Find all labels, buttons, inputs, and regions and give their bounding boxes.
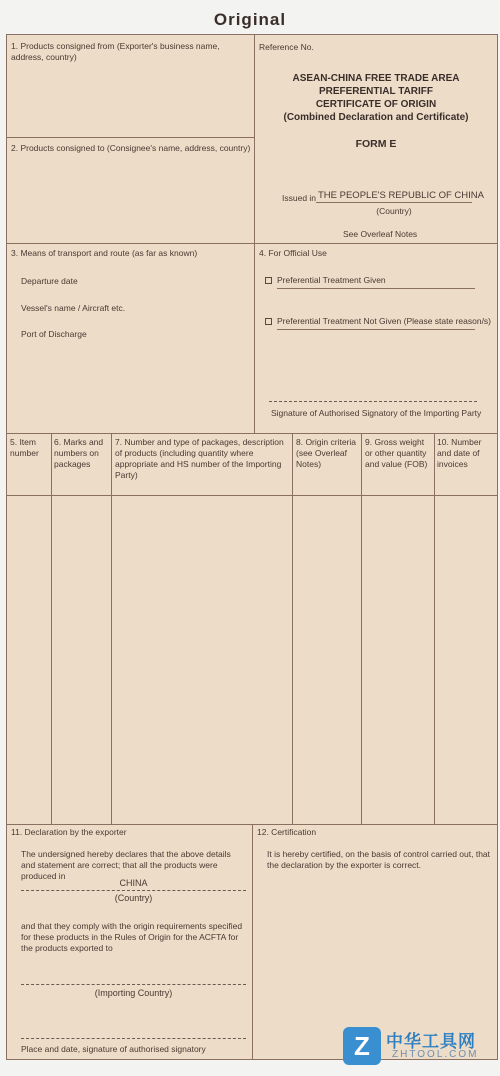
column-header-item-number: 5. Item number	[10, 437, 39, 458]
treatment-given-label: Preferential Treatment Given	[277, 275, 386, 285]
importing-signature-label: Signature of Authorised Signatory of the Importing Party	[271, 408, 482, 418]
declaration-country-line	[21, 890, 246, 891]
form-e-title: FORM E	[355, 138, 397, 150]
watermark-chinese: 中华工具网	[386, 1032, 476, 1051]
vessel-name-label: Vessel's name / Aircraft etc.	[21, 303, 126, 313]
importing-signature-line	[269, 401, 477, 402]
divider-box1-box2	[7, 137, 254, 138]
certificate-form	[6, 34, 498, 1060]
column-divider-1	[51, 433, 52, 824]
declaration-country-caption: (Country)	[114, 893, 153, 903]
issued-country-caption: (Country)	[376, 206, 412, 216]
certification-text: It is hereby certified, on the basis of control carried out, that the declaration by the exporter is correct.	[267, 849, 491, 870]
certificate-title-1: ASEAN-CHINA FREE TRADE AREA	[292, 73, 460, 84]
column-header-origin-criteria: 8. Origin criteria (see Overleaf Notes)	[296, 437, 356, 469]
port-of-discharge-label: Port of Discharge	[21, 329, 87, 339]
departure-date-label: Departure date	[21, 276, 78, 286]
place-date-line	[21, 1038, 246, 1039]
declaration-country-value: CHINA	[119, 878, 148, 888]
zhtool-logo-icon: Z	[343, 1027, 381, 1065]
importing-country-caption: (Importing Country)	[94, 988, 173, 998]
column-header-invoices: 10. Number and date of invoices	[437, 437, 482, 469]
form-copy-title: Original	[213, 10, 287, 29]
issued-in-underline	[316, 202, 472, 203]
certificate-title-2: PREFERENTIAL TARIFF	[318, 86, 434, 97]
place-date-label: Place and date, signature of authorised signatory	[21, 1044, 206, 1054]
box4-label: 4. For Official Use	[259, 248, 327, 258]
column-divider-5	[434, 433, 435, 824]
treatment-given-underline	[277, 288, 475, 289]
column-header-description: 7. Number and type of packages, description of products (including quantity where appropriate and HS number of the Importing Party)	[115, 437, 284, 480]
box1-label: 1. Products consigned from (Exporter's business name, address, country)	[11, 41, 220, 62]
box12-label: 12. Certification	[257, 827, 317, 837]
divider-box11-box12	[252, 824, 253, 1059]
see-overleaf-notes: See Overleaf Notes	[343, 229, 418, 239]
box3-label: 3. Means of transport and route (as far as known)	[11, 248, 198, 258]
watermark-english: ZHTOOL.COM	[392, 1049, 479, 1060]
issued-in-value: THE PEOPLE'S REPUBLIC OF CHINA	[318, 190, 484, 201]
divider-box3-box4	[254, 243, 255, 433]
certificate-title-4: (Combined Declaration and Certificate)	[283, 112, 469, 123]
divider-box2-box3	[7, 243, 497, 244]
column-header-marks: 6. Marks and numbers on packages	[54, 437, 104, 469]
column-header-gross-weight: 9. Gross weight or other quantity and value (FOB)	[365, 437, 428, 469]
box11-label: 11. Declaration by the exporter	[11, 827, 127, 837]
certificate-title-3: CERTIFICATE OF ORIGIN	[315, 99, 437, 110]
column-divider-3	[292, 433, 293, 824]
reference-label: Reference No.	[259, 42, 314, 52]
declaration-text-2: and that they comply with the origin requirements specified for these products in the Rules of Origin for the ACFTA for the products exported to	[21, 921, 243, 953]
treatment-given-checkbox[interactable]	[265, 277, 272, 284]
treatment-not-given-checkbox[interactable]	[265, 318, 272, 325]
issued-in-label: Issued in	[282, 193, 317, 203]
importing-country-line	[21, 984, 246, 985]
divider-column-headers	[7, 495, 497, 496]
treatment-not-given-label: Preferential Treatment Not Given (Please state reason/s)	[277, 316, 492, 326]
declaration-text-1: The undersigned hereby declares that the above details and statement are correct; that all the products were produced in	[21, 849, 231, 881]
column-divider-2	[111, 433, 112, 824]
treatment-not-given-underline	[277, 329, 475, 330]
divider-box3-columns	[7, 433, 497, 434]
column-divider-4	[361, 433, 362, 824]
box2-label: 2. Products consigned to (Consignee's name, address, country)	[11, 143, 251, 153]
